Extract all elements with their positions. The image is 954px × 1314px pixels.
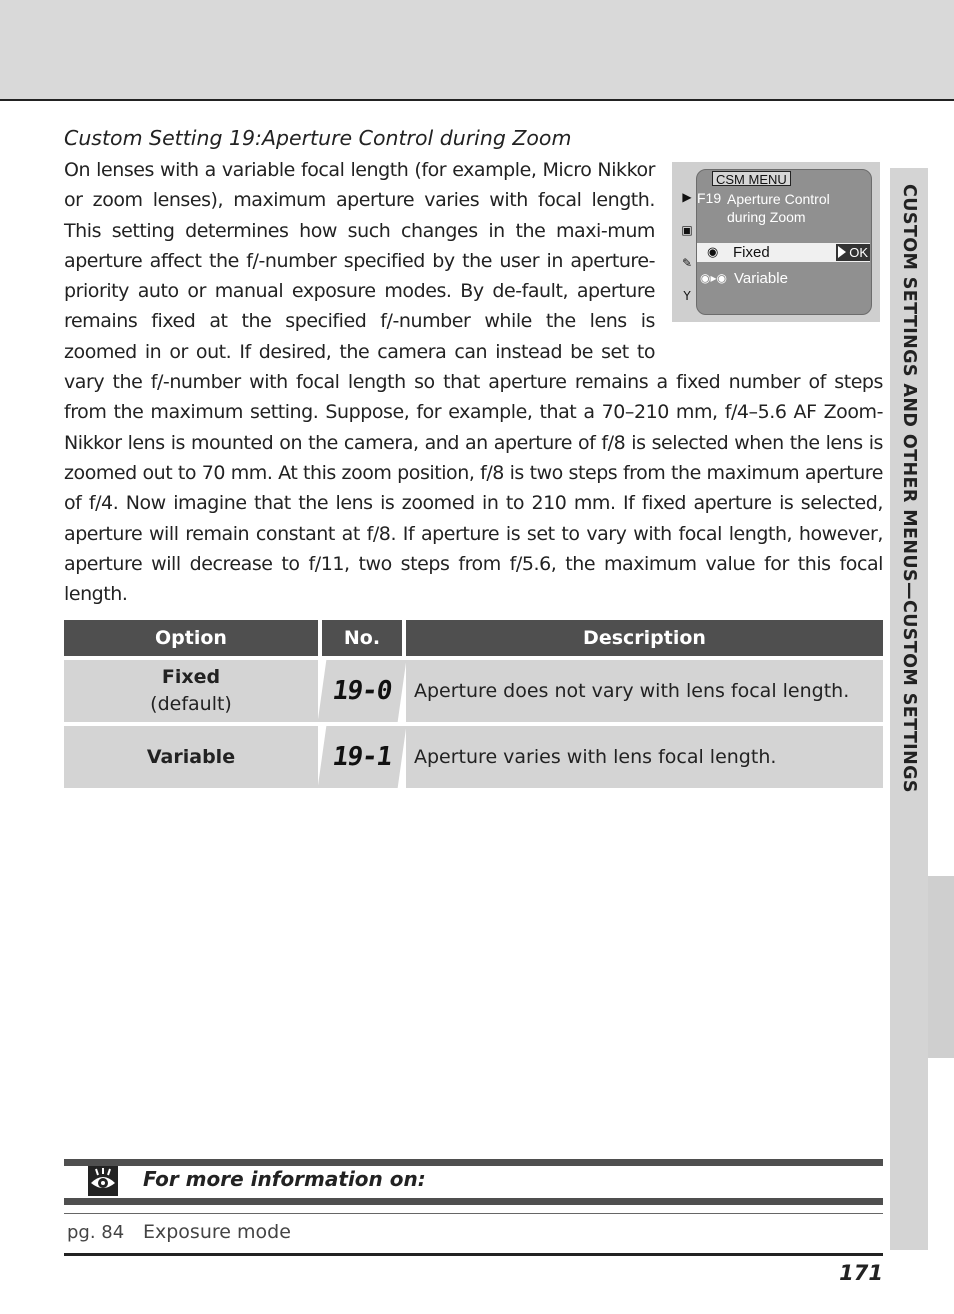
wrench-icon: Y: [683, 288, 691, 303]
zoom-aperture-icon: ◉▸◉: [700, 271, 727, 285]
info-title: For more information on:: [143, 1167, 426, 1191]
table-row-fixed-option: [64, 660, 318, 722]
option-fixed-number: 19-0: [318, 660, 407, 722]
menu-header: CSM MENU: [712, 171, 791, 186]
table-row-variable-option: [64, 726, 318, 788]
menu-item-title-line1: Aperture Control: [727, 191, 830, 207]
camera-icon: ▣: [681, 222, 693, 237]
illustration-spacer: [655, 155, 883, 337]
side-tab-marker: [928, 876, 954, 1058]
side-tab-label-wrap: [890, 168, 928, 1250]
info-rule-top: [64, 1159, 883, 1166]
reference-page[interactable]: pg. 84: [67, 1222, 125, 1243]
table-header-option: Option: [64, 620, 318, 656]
table-header-description: Description: [406, 620, 883, 656]
option-fixed: Fixed: [161, 666, 221, 688]
info-rule-bottom: [64, 1253, 883, 1256]
menu-item-title-line2: during Zoom: [727, 209, 806, 225]
option-fixed-description: Aperture does not vary with lens focal length.: [406, 660, 883, 722]
body-text-block: [64, 155, 883, 609]
menu-option-variable[interactable]: Variable: [734, 270, 788, 287]
pencil-icon: ✎: [681, 255, 693, 270]
info-rule-thin: [64, 1213, 883, 1214]
menu-option-fixed-label: Fixed: [733, 244, 770, 261]
menu-item-code: F19: [697, 190, 722, 206]
ok-button[interactable]: OK: [836, 244, 870, 261]
option-variable-number: 19-1: [318, 726, 407, 788]
info-rule-mid: [64, 1198, 883, 1205]
table-header-no: No.: [322, 620, 402, 656]
top-header-band: [0, 0, 954, 101]
option-variable: Variable: [146, 745, 236, 768]
reference-topic[interactable]: Exposure mode: [143, 1221, 291, 1243]
page-number: 171: [839, 1261, 883, 1285]
body-paragraph: On lenses with a variable focal length (for example, Micro Nikkor or zoom lenses), maximum aperture varies with focal length. This setting determines how such changes in the maxi-mum aperture affect the f/-number specified by the user in aperture-priority auto or manual exposure modes. By de-fault, aperture remains fixed at the specified f/-number while the lens is zoomed in or out. If desired, the camera can instead be set to vary the f/-number with focal length so that aperture remains a fixed number of steps from the maximum setting. Suppose, for example, that a 70–210 mm, f/4–5.6 AF Zoom-Nikkor lens is mounted on the camera, and an aperture of f/8 is selected when the lens is zoomed out to 70 mm. At this zoom position, f/8 is two steps from the maximum aperture of f/4. Now imagine that the lens is zoomed in to 210 mm. If fixed aperture is selected, aperture will remain constant at f/8. If aperture is set to vary with focal length, however, aperture will decrease to f/11, two steps from f/5.6, the maximum value for this focal length.: [64, 159, 883, 606]
option-variable-description: Aperture varies with lens focal length.: [406, 726, 883, 788]
option-fixed-note: (default): [150, 693, 232, 715]
playback-icon: ▶: [682, 189, 692, 204]
eye-icon: [88, 1166, 118, 1196]
side-tab-label: CUSTOM SETTINGS AND OTHER MENUS—CUSTOM SETTINGS: [899, 184, 919, 793]
section-title: Custom Setting 19:Aperture Control during Zoom: [64, 126, 572, 150]
aperture-icon: ◉: [707, 245, 719, 260]
